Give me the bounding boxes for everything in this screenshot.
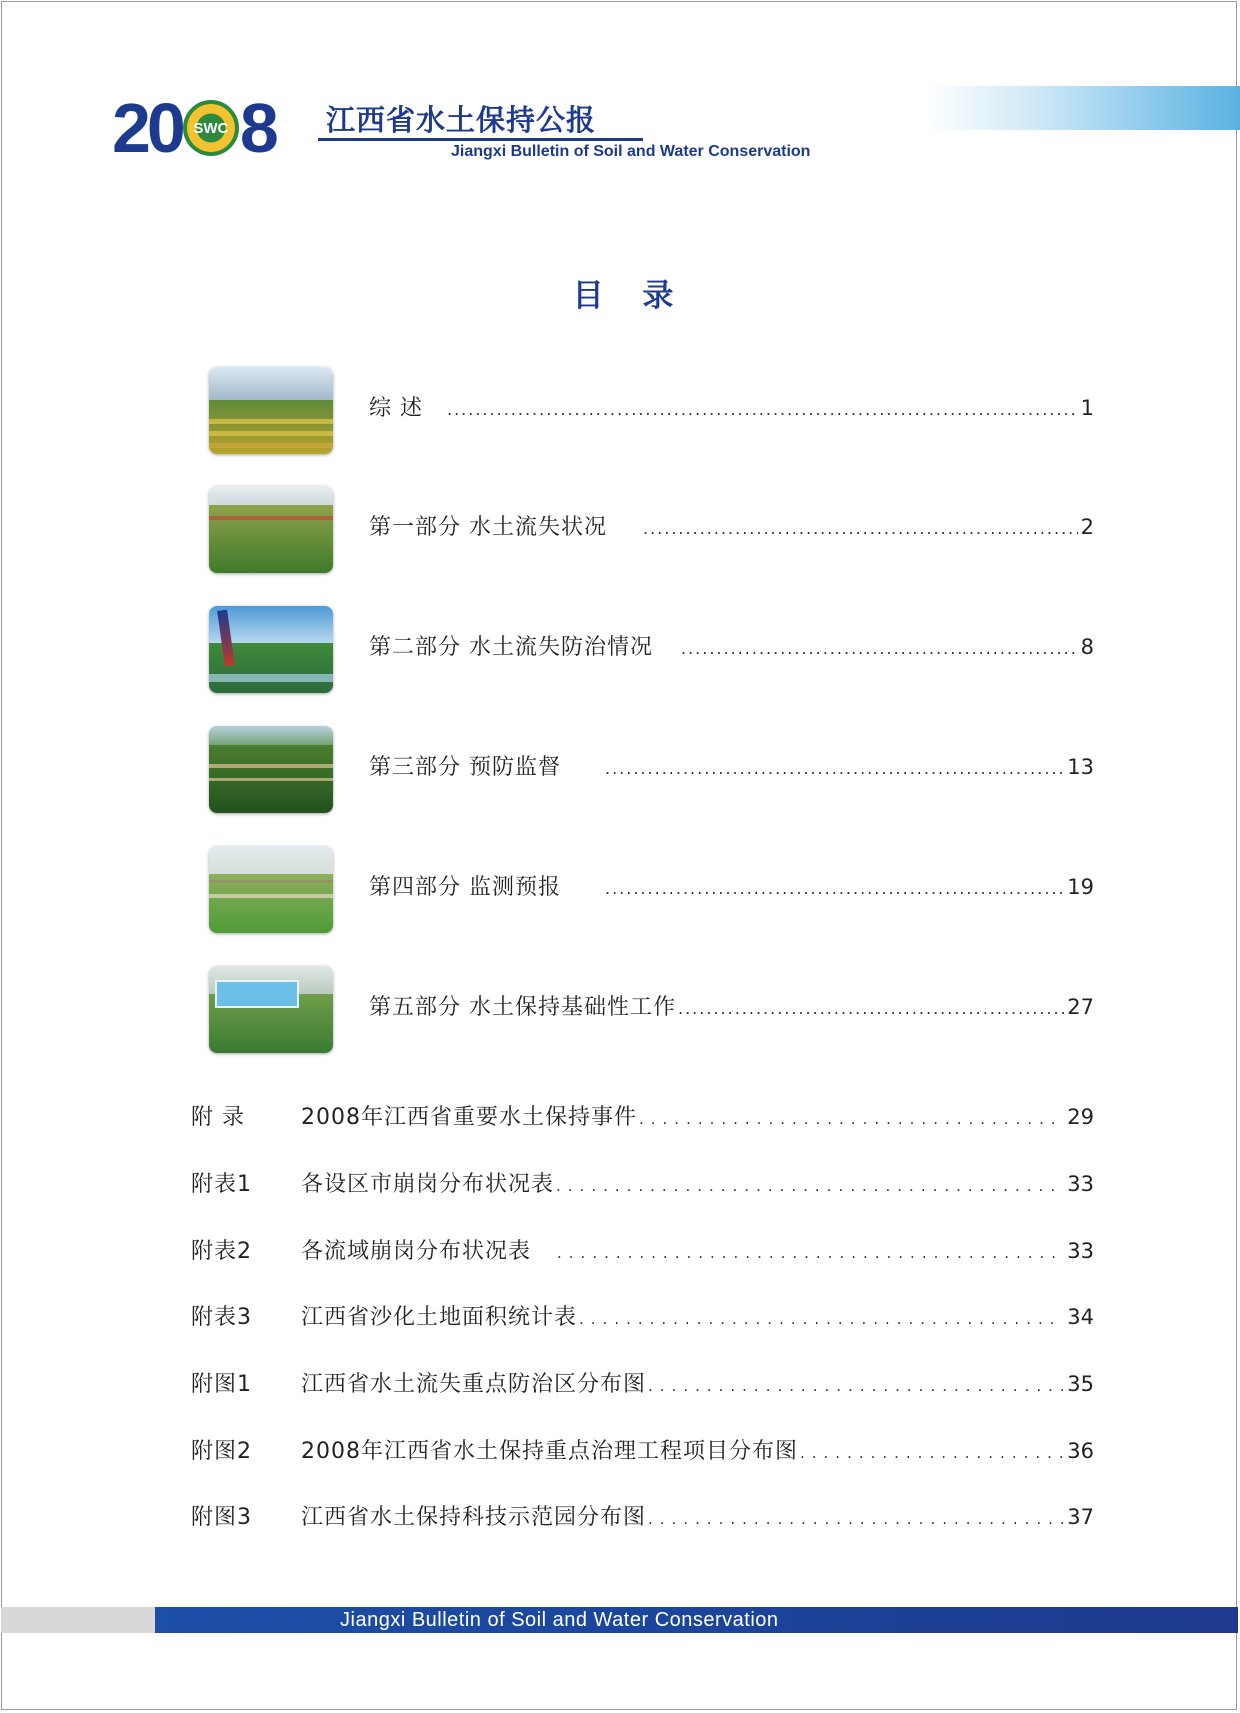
orchard-photo-thumbnail (209, 486, 333, 573)
dot-leader (648, 1510, 1063, 1528)
emblem-text: SWC (193, 119, 229, 137)
entry-label: 第一部分 水土流失状况 (369, 515, 607, 540)
dot-leader (605, 759, 1064, 778)
terrace-photo-thumbnail (209, 367, 333, 454)
emblem-icon (183, 100, 239, 156)
appendix-label: 江西省水土保持科技示范园分布图 (301, 1505, 647, 1530)
appendix-label: 各设区市崩岗分布状况表 (301, 1172, 555, 1197)
appendix-entry-events[interactable] (191, 1100, 1094, 1136)
appendix-label: 2008年江西省重要水土保持事件 (301, 1105, 637, 1130)
dot-leader (643, 519, 1078, 538)
toc-entry-part-4[interactable] (209, 846, 1094, 936)
appendix-entry-figure-3[interactable] (191, 1500, 1094, 1536)
appendix-entry-figure-1[interactable] (191, 1367, 1094, 1403)
toc-entry-part-2[interactable] (209, 606, 1094, 696)
appendix-entry-table-2[interactable] (191, 1234, 1094, 1270)
header-title: 江西省水土保持公报 (326, 103, 597, 137)
footer-text: Jiangxi Bulletin of Soil and Water Conservation (340, 1609, 779, 1631)
appendix-prefix: 附表1 (191, 1172, 252, 1197)
appendix-entry-table-3[interactable] (191, 1300, 1094, 1336)
toc-entry-overview[interactable] (209, 367, 1094, 457)
page-number: 34 (1067, 1305, 1094, 1329)
dot-leader (800, 1444, 1063, 1462)
page-number: 36 (1067, 1439, 1094, 1463)
page-title: 目 录 (572, 278, 688, 314)
toc-entry-part-3[interactable] (209, 726, 1094, 816)
dot-leader (678, 999, 1064, 1018)
appendix-prefix: 附图2 (191, 1439, 252, 1464)
appendix-prefix: 附表3 (191, 1305, 252, 1330)
signboard-photo-thumbnail (209, 966, 333, 1053)
appendix-label: 各流域崩岗分布状况表 (301, 1239, 532, 1264)
page-number: 29 (1067, 1105, 1094, 1129)
dot-leader (447, 400, 1078, 419)
dot-leader (639, 1110, 1063, 1128)
bulletin-logo (112, 89, 275, 167)
entry-label: 综 述 (369, 396, 423, 421)
appendix-entry-table-1[interactable] (191, 1167, 1094, 1203)
page-number: 33 (1067, 1239, 1094, 1263)
page-number: 37 (1067, 1505, 1094, 1529)
dot-leader (681, 639, 1078, 658)
header-gradient-band (925, 86, 1240, 130)
appendix-label: 江西省水土流失重点防治区分布图 (301, 1372, 647, 1397)
page-number: 13 (1067, 755, 1094, 779)
page-number: 1 (1080, 396, 1094, 420)
appendix-prefix: 附表2 (191, 1239, 252, 1264)
appendix-prefix: 附 录 (191, 1105, 245, 1130)
monitoring-field-photo-thumbnail (209, 846, 333, 933)
appendix-label: 江西省沙化土地面积统计表 (301, 1305, 578, 1330)
page-number: 33 (1067, 1172, 1094, 1196)
hillside-photo-thumbnail (209, 726, 333, 813)
entry-label: 第三部分 预防监督 (369, 755, 561, 780)
page-number: 2 (1080, 515, 1094, 539)
header-subtitle: Jiangxi Bulletin of Soil and Water Conservation (451, 143, 811, 160)
entry-label: 第五部分 水土保持基础性工作 (369, 995, 676, 1020)
dot-leader (605, 879, 1064, 898)
page-number: 19 (1067, 875, 1094, 899)
appendix-prefix: 附图3 (191, 1505, 252, 1530)
appendix-entry-figure-2[interactable] (191, 1434, 1094, 1470)
footer-grey-strip (1, 1607, 155, 1633)
page-number: 8 (1080, 635, 1094, 659)
header-rule (318, 138, 643, 141)
toc-entry-part-5[interactable] (209, 966, 1094, 1056)
toc-entry-part-1[interactable] (209, 486, 1094, 576)
dot-leader (556, 1177, 1063, 1195)
appendix-prefix: 附图1 (191, 1372, 252, 1397)
dot-leader (557, 1244, 1063, 1262)
logo-year-right: 8 (239, 89, 275, 167)
dot-leader (579, 1310, 1063, 1328)
park-photo-thumbnail (209, 606, 333, 693)
appendix-label: 2008年江西省水土保持重点治理工程项目分布图 (301, 1439, 798, 1464)
page-number: 27 (1067, 995, 1094, 1019)
logo-year-left: 20 (112, 89, 182, 167)
dot-leader (648, 1377, 1063, 1395)
page-number: 35 (1067, 1372, 1094, 1396)
entry-label: 第四部分 监测预报 (369, 875, 561, 900)
entry-label: 第二部分 水土流失防治情况 (369, 635, 653, 660)
